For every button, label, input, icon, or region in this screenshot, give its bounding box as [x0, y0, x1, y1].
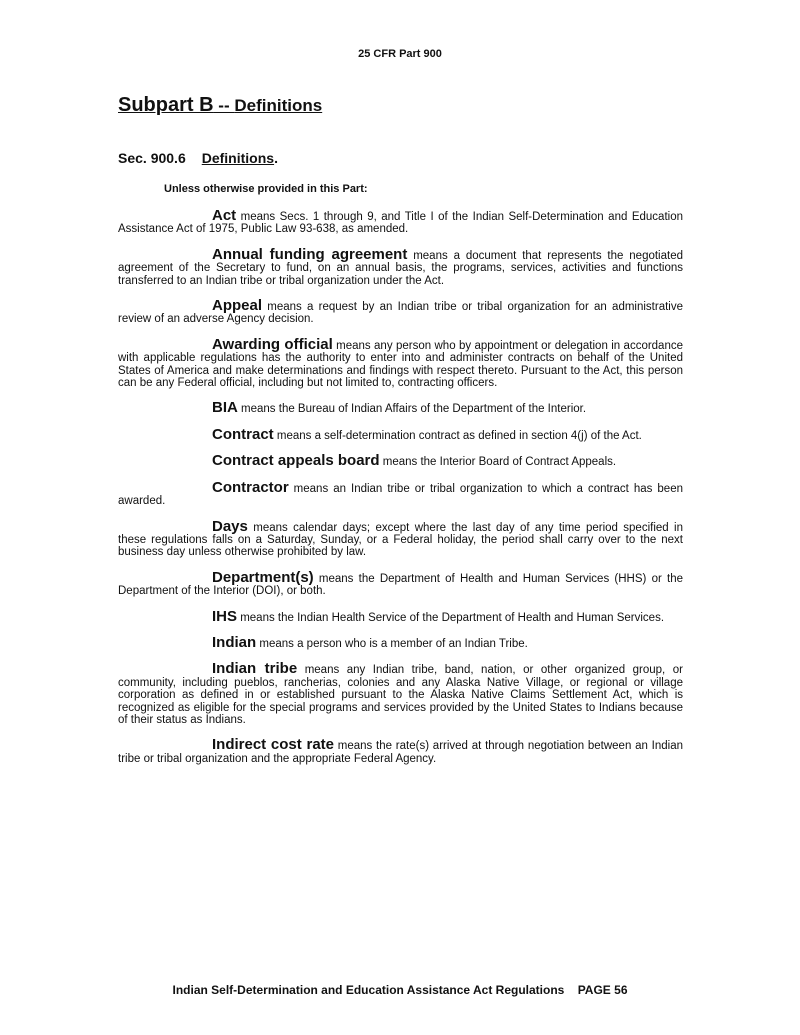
intro-text: Unless otherwise provided in this Part:: [164, 183, 368, 195]
page-footer: [0, 983, 800, 997]
page-number: PAGE 56: [577, 983, 628, 997]
definition-item: [118, 607, 683, 625]
definition-term: Days: [212, 517, 248, 535]
definition-item: [118, 660, 683, 726]
definition-text: means the Department of Health and Human Services (HHS) or the Department of the Interior (DOI), or both.: [118, 572, 683, 598]
footer-title: Indian Self-Determination and Education Assistance Act Regulations: [172, 983, 565, 997]
definition-item: [118, 478, 683, 508]
definition-text: means any Indian tribe, band, nation, or other organized group, or community, including pueblos, rancherias, colonies and any Alaska Native Village, or regional or village corporation as defined in or established pursuant to the Alaska Native Claims Settlement Act, which is recognized as eligible for the special programs and services provided by the United States to Indians because of their status as Indians.: [118, 664, 683, 726]
definition-text: means any person who by appointment or delegation in accordance with applicable regulations has the authority to enter into and administer contracts on behalf of the United States of America and make determinations and findings with respect thereto. Pursuant to the Act, this person can be any Federal official, including but not limited to, contracting officers.: [118, 339, 683, 390]
definition-item: [118, 452, 683, 470]
section-title: Definitions: [201, 150, 275, 166]
definition-text: means a self-determination contract as defined in section 4(j) of the Act.: [273, 429, 642, 442]
definition-text: means an Indian tribe or tribal organization to which a contract has been awarded.: [118, 482, 683, 508]
definition-item: [118, 568, 683, 598]
definition-term: IHS: [212, 607, 238, 625]
section-period: .: [274, 150, 278, 166]
definition-term: Indian tribe: [212, 660, 298, 678]
subpart-heading: [118, 94, 322, 117]
definition-term: Indirect cost rate: [212, 736, 335, 754]
definition-item: [118, 245, 683, 287]
definition-text: means calendar days; except where the last day of any time period specified in these regulations falls on a Saturday, Sunday, or a Federal holiday, the period shall carry over to the next business day unless otherwise prohibited by law.: [118, 521, 683, 559]
definitions-list: [118, 207, 683, 778]
subpart-title: Definitions: [234, 96, 323, 115]
definition-term: Annual funding agreement: [212, 245, 408, 263]
definition-term: Appeal: [212, 297, 263, 315]
definition-term: Awarding official: [212, 335, 333, 353]
page-header: 25 CFR Part 900: [358, 48, 442, 60]
definition-term: Indian: [212, 633, 257, 651]
section-number: Sec. 900.6: [118, 150, 186, 166]
definition-term: Department(s): [212, 568, 314, 586]
definition-text: means the rate(s) arrived at through negotiation between an Indian tribe or tribal organization and the appropriate Federal Agency.: [118, 740, 683, 765]
definition-text: means the Bureau of Indian Affairs of the Department of the Interior.: [237, 403, 587, 416]
definition-item: [118, 297, 683, 326]
definition-item: [118, 633, 683, 651]
definition-text: means a person who is a member of an Indian Tribe.: [256, 637, 528, 650]
definition-term: Contractor: [212, 478, 289, 496]
section-heading: [118, 150, 278, 166]
definition-item: [118, 399, 683, 417]
definition-item: [118, 736, 683, 765]
subpart-prefix: Subpart B: [118, 94, 214, 116]
definition-text: means the Indian Health Service of the Department of Health and Human Services.: [237, 611, 665, 624]
definition-item: [118, 517, 683, 559]
definition-item: [118, 207, 683, 236]
definition-term: BIA: [212, 399, 238, 417]
definition-term: Contract appeals board: [212, 452, 380, 470]
definition-term: Contract: [212, 425, 274, 443]
definition-item: [118, 335, 683, 390]
definition-text: means a document that represents the negotiated agreement of the Secretary to fund, on an annual basis, the programs, services, activities and functions transferred to an Indian tribe or tribal organization under the Act.: [118, 249, 683, 287]
definition-text: means a request by an Indian tribe or tribal organization for an administrative review of an adverse Agency decision.: [118, 301, 683, 326]
subpart-separator: --: [213, 96, 235, 115]
definition-text: means Secs. 1 through 9, and Title I of the Indian Self-Determination and Education Assistance Act of 1975, Public Law 93-638, as amended.: [118, 211, 683, 236]
definition-item: [118, 425, 683, 443]
definition-text: means the Interior Board of Contract Appeals.: [379, 456, 617, 469]
definition-term: Act: [212, 207, 237, 224]
